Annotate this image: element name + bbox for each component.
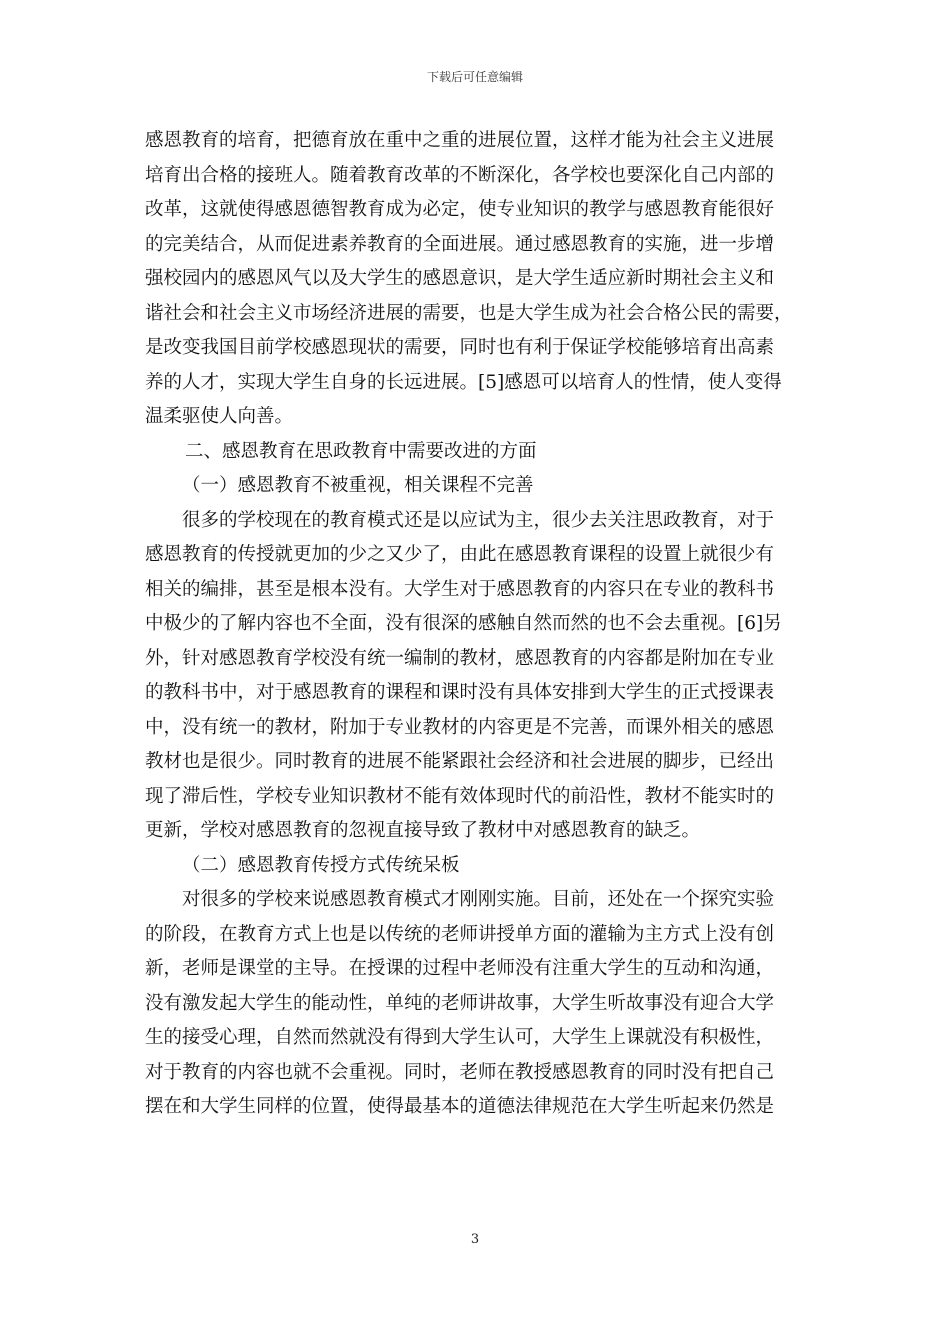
text-line: 的教科书中，对于感恩教育的课程和课时没有具体安排到大学生的正式授课表 xyxy=(145,682,775,703)
text-line: 教材也是很少。同时教育的进展不能紧跟社会经济和社会进展的脚步，已经出 xyxy=(145,751,775,772)
text-line: 现了滞后性，学校专业知识教材不能有效体现时代的前沿性，教材不能实时的 xyxy=(145,785,775,807)
text-line: 新，老师是课堂的主导。在授课的过程中老师没有注重大学生的互动和沟通， xyxy=(145,958,775,979)
text-line: 二、感恩教育在思政教育中需要改进的方面 xyxy=(185,440,537,462)
text-line: 改革，这就使得感恩德智教育成为必定，使专业知识的教学与感恩教育能很好 xyxy=(145,199,775,220)
text-line: 中极少的了解内容也不全面，没有很深的感触自然而然的也不会去重视。[6]另 xyxy=(145,613,782,634)
text-line: 没有激发起大学生的能动性，单纯的老师讲故事，大学生听故事没有迎合大学 xyxy=(145,992,775,1014)
text-line: 对于教育的内容也就不会重视。同时，老师在教授感恩教育的同时没有把自己 xyxy=(145,1061,775,1083)
text-line: 对很多的学校来说感恩教育模式才刚刚实施。目前，还处在一个探究实验 xyxy=(182,889,775,910)
page-header: 下载后可任意编辑 xyxy=(426,70,523,84)
text-line: 摆在和大学生同样的位置，使得最基本的道德法律规范在大学生听起来仍然是 xyxy=(145,1096,775,1117)
text-line: 感恩教育的培育，把德育放在重中之重的进展位置，这样才能为社会主义进展 xyxy=(145,130,775,151)
text-line: 温柔驱使人向善。 xyxy=(145,406,294,427)
text-line: 感恩教育的传授就更加的少之又少了，由此在感恩教育课程的设置上就很少有 xyxy=(145,544,775,565)
text-line: 的完美结合，从而促进素养教育的全面进展。通过感恩教育的实施，进一步增 xyxy=(145,233,775,255)
page-number: 3 xyxy=(470,1232,480,1247)
text-line: 更新，学校对感恩教育的忽视直接导致了教材中对感恩教育的缺乏。 xyxy=(145,820,701,841)
text-line: 相关的编排，甚至是根本没有。大学生对于感恩教育的内容只在专业的教科书 xyxy=(145,578,775,600)
text-line: （一）感恩教育不被重视，相关课程不完善 xyxy=(182,475,534,496)
text-line: 是改变我国目前学校感恩现状的需要，同时也有利于保证学校能够培育出高素 xyxy=(145,337,775,358)
text-line: 生的接受心理，自然而然就没有得到大学生认可，大学生上课就没有积极性， xyxy=(145,1027,775,1048)
text-line: 强校园内的感恩风气以及大学生的感恩意识，是大学生适应新时期社会主义和 xyxy=(145,268,775,289)
text-line: （二）感恩教育传授方式传统呆板 xyxy=(182,854,460,876)
text-line: 培育出合格的接班人。随着教育改革的不断深化，各学校也要深化自己内部的 xyxy=(145,164,775,186)
text-line: 谐社会和社会主义市场经济进展的需要，也是大学生成为社会合格公民的需要， xyxy=(145,302,793,324)
text-line: 外，针对感恩教育学校没有统一编制的教材，感恩教育的内容都是附加在专业 xyxy=(145,647,775,669)
document-body xyxy=(145,124,810,1125)
text-line: 很多的学校现在的教育模式还是以应试为主，很少去关注思政教育，对于 xyxy=(182,509,775,531)
text-line: 中，没有统一的教材，附加于专业教材的内容更是不完善，而课外相关的感恩 xyxy=(145,716,775,738)
text-line: 的阶段，在教育方式上也是以传统的老师讲授单方面的灌输为主方式上没有创 xyxy=(145,923,775,945)
text-line: 养的人才，实现大学生自身的长远进展。[5]感恩可以培育人的性情，使人变得 xyxy=(145,371,782,393)
